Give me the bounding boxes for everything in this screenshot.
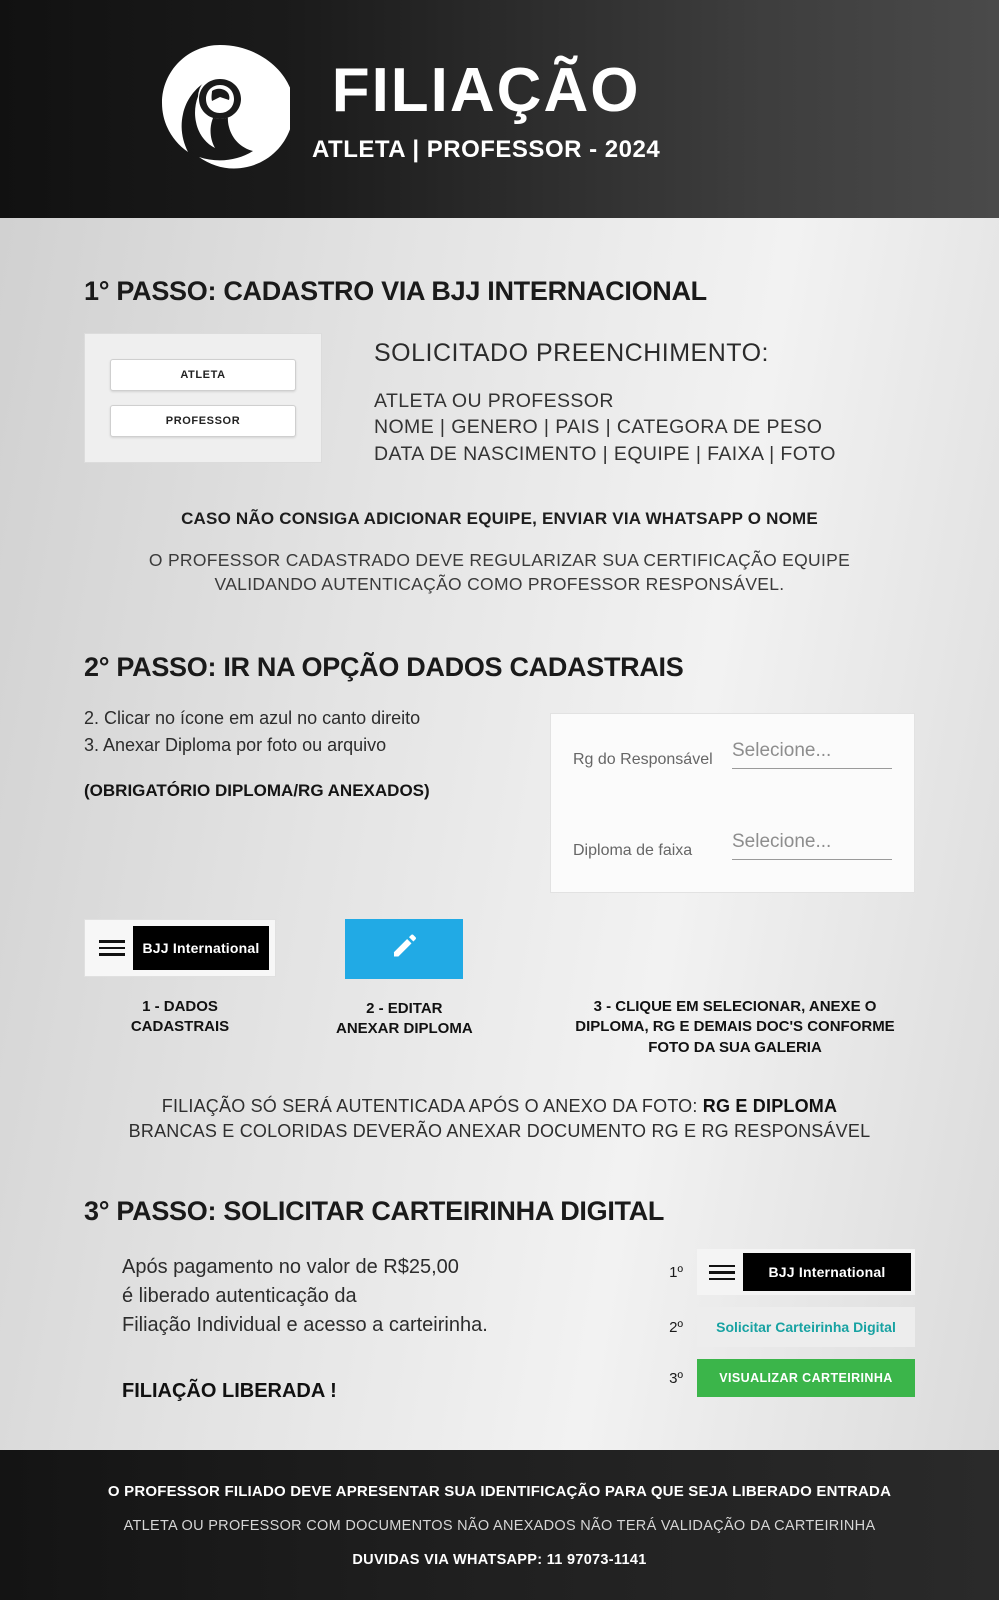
dados-cadastrais-block	[84, 919, 276, 1038]
step2-footnote	[84, 1094, 915, 1144]
step3-item-2	[663, 1307, 915, 1347]
caption-selecionar: 3 - CLIQUE EM SELECIONAR, ANEXE O DIPLOMA, RG E DEMAIS DOC'S CONFORME FOTO DA SUA GALERIA	[575, 998, 895, 1056]
page-subtitle: ATLETA | PROFESSOR - 2024	[312, 136, 661, 163]
selecionar-block	[555, 919, 915, 1058]
note-light-line-2: VALIDANDO AUTENTICAÇÃO COMO PROFESSOR RESPONSÁVEL.	[214, 573, 785, 594]
step1-heading: 1° PASSO: CADASTRO VIA BJJ INTERNACIONAL	[84, 276, 707, 306]
filiacao-liberada-text: FILIAÇÃO LIBERADA !	[122, 1380, 337, 1403]
brand-label-2: BJJ International	[743, 1253, 911, 1291]
form-row-diploma	[573, 831, 892, 860]
step1-request-lines	[374, 388, 836, 467]
atleta-button[interactable]: ATLETA	[110, 359, 296, 391]
request-line-3: DATA DE NASCIMENTO | EQUIPE | FAIXA | FOTO	[374, 442, 836, 465]
step2-footnote-line2: BRANCAS E COLORIDAS DEVERÃO ANEXAR DOCUMENTO RG E RG RESPONSÁVEL	[128, 1121, 871, 1142]
edit-button[interactable]	[345, 919, 463, 979]
step1-row	[84, 333, 915, 467]
brand-label: BJJ International	[133, 926, 269, 970]
step2-wrap	[84, 705, 915, 1144]
step3-row	[84, 1249, 915, 1403]
footer-line-2: ATLETA OU PROFESSOR COM DOCUMENTOS NÃO ANEXADOS NÃO TERÁ VALIDAÇÃO DA CARTEIRINHA	[123, 1517, 876, 1534]
page-title: FILIAÇÃO	[331, 56, 641, 125]
rg-responsavel-label: Rg do Responsável	[573, 751, 713, 769]
page-footer	[0, 1450, 999, 1600]
request-line-1: ATLETA OU PROFESSOR	[374, 390, 614, 412]
footnote-text-b: RG E DIPLOMA	[702, 1095, 838, 1116]
step3-num-3: 3º	[669, 1369, 683, 1387]
step2-obligatory: (OBRIGATÓRIO DIPLOMA/RG ANEXADOS)	[84, 781, 430, 801]
page-header	[0, 0, 999, 218]
step3-num-2: 2º	[669, 1318, 683, 1336]
footnote-text-a: FILIAÇÃO SÓ SERÁ AUTENTICADA APÓS O ANEXO DA FOTO:	[161, 1095, 703, 1116]
hamburger-menu-icon-2[interactable]	[709, 1265, 735, 1281]
note-light-line-1: O PROFESSOR CADASTRADO DEVE REGULARIZAR SUA CERTIFICAÇÃO EQUIPE	[148, 549, 851, 570]
step2-icons-row	[84, 919, 915, 1058]
step3-steps-list	[663, 1249, 915, 1403]
editar-block	[336, 919, 473, 1040]
step3-para-line3: Filiação Individual e acesso a carteirinha.	[122, 1314, 488, 1337]
rg-responsavel-select[interactable]: Selecione...	[732, 740, 892, 769]
step2-heading: 2° PASSO: IR NA OPÇÃO DADOS CADASTRAIS	[84, 652, 684, 683]
form-row-rg	[573, 740, 892, 769]
caption1-line1: 1 - DADOS	[142, 998, 218, 1016]
hamburger-menu-icon[interactable]	[99, 940, 125, 956]
step1-note-bold: CASO NÃO CONSIGA ADICIONAR EQUIPE, ENVIAR VIA WHATSAPP O NOME	[181, 508, 818, 528]
step3-para-line1: Após pagamento no valor de R$25,00	[122, 1256, 459, 1279]
footer-line-1: O PROFESSOR FILIADO DEVE APRESENTAR SUA IDENTIFICAÇÃO PARA QUE SEJA LIBERADO ENTRADA	[107, 1482, 892, 1500]
step3-left	[84, 1249, 488, 1403]
request-line-2: NOME | GENERO | PAIS | CATEGORA DE PESO	[374, 416, 823, 439]
caption-dados-cadastrais	[131, 997, 229, 1038]
eagle-emblem-icon	[150, 39, 290, 179]
footer-whatsapp: DUVIDAS VIA WHATSAPP: 11 97073-1141	[352, 1551, 647, 1568]
attachment-form-preview	[550, 713, 915, 893]
app-topbar-preview[interactable]	[84, 919, 276, 977]
caption1-line2: CADASTRAIS	[130, 1018, 230, 1036]
step3-heading: 3° PASSO: SOLICITAR CARTEIRINHA DIGITAL	[84, 1196, 665, 1227]
step1-note-light	[84, 549, 915, 596]
caption2-line1: 2 - EDITAR	[366, 1000, 443, 1018]
solicitar-carteirinha-link[interactable]: Solicitar Carteirinha Digital	[697, 1307, 915, 1347]
step1-text	[374, 333, 836, 467]
step3-para-line2: é liberado autenticação da	[122, 1285, 357, 1308]
step3-item-3	[663, 1359, 915, 1397]
step3-num-1: 1º	[669, 1263, 683, 1281]
edit-pencil-icon	[389, 934, 419, 964]
step2-line-1: 2. Clicar no ícone em azul no canto direito	[84, 708, 421, 729]
form-spacer	[573, 769, 892, 831]
step3-paragraph	[122, 1253, 488, 1340]
app-topbar-preview-2[interactable]	[697, 1249, 915, 1295]
caption-editar	[336, 999, 473, 1040]
professor-button[interactable]: PROFESSOR	[110, 405, 296, 437]
step1-request-heading: SOLICITADO PREENCHIMENTO:	[374, 339, 769, 367]
step3-item-1	[663, 1249, 915, 1295]
step2-footnote-line1	[84, 1094, 915, 1119]
content-body	[0, 218, 999, 1450]
caption2-line2: ANEXAR DIPLOMA	[336, 1020, 473, 1038]
diploma-faixa-select[interactable]: Selecione...	[732, 831, 892, 860]
diploma-faixa-label: Diploma de faixa	[573, 842, 693, 860]
step2-line-2: 3. Anexar Diploma por foto ou arquivo	[84, 735, 387, 756]
visualizar-carteirinha-button[interactable]: VISUALIZAR CARTEIRINHA	[697, 1359, 915, 1397]
role-选择-card	[84, 333, 322, 463]
